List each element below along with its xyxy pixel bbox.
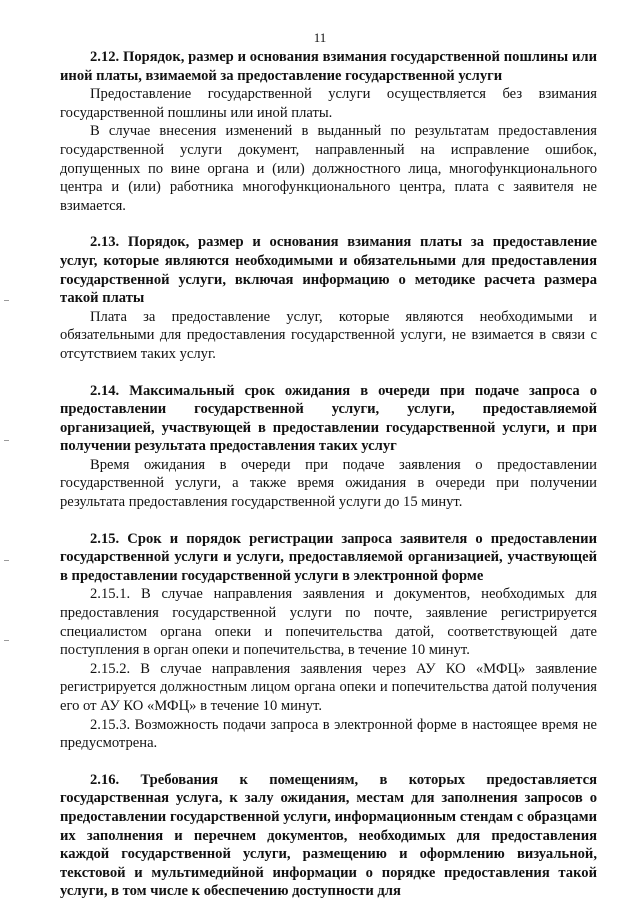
section-heading-2-16: 2.16. Требования к помещениям, в которых предоставляется государственная услуга, к залу ожидания, местам для заполнения запросов о предоставлении государственной услуги, информационным стендам с образцами их заполнения и перечнем документов, необходимых для предоставления каждой государственной услуги, размещению и оформлению визуальной, текстовой и мультимедийной информации о порядке предоставления такой услуги, в том числе к обеспечению доступности для	[60, 771, 597, 900]
section-heading-2-12: 2.12. Порядок, размер и основания взимания государственной пошлины или иной платы, взимаемой за предоставление государственной услуги	[60, 49, 597, 84]
scan-margin-marks	[4, 0, 10, 905]
paragraph: Предоставление государственной услуги осуществляется без взимания государственной пошлины или иной платы.	[60, 86, 597, 121]
paragraph: 2.15.1. В случае направления заявления и документов, необходимых для предоставления государственной услуги по почте, заявление регистрируется специалистом органа опеки и попечительства датой, соответствующей дате поступления в орган опеки и попечительства, в течение 10 минут.	[60, 586, 597, 659]
page-number: 11	[313, 30, 327, 45]
document-body	[60, 48, 597, 901]
paragraph: 2.15.2. В случае направления заявления через АУ КО «МФЦ» заявление регистрируется должностным лицом органа опеки и попечительства датой получения его от АУ КО «МФЦ» в течение 10 минут.	[60, 660, 597, 714]
paragraph: Время ожидания в очереди при подаче заявления о предоставлении государственной услуги, а также время ожидания в очереди при получении результата предоставления государственной услуги до 15 минут.	[60, 456, 597, 511]
section-heading-2-14: 2.14. Максимальный срок ожидания в очереди при подаче запроса о предоставлении государственной услуги, услуги, предоставляемой организацией, участвующей в предоставлении государственной услуги, и при получении результата предоставления таких услуг	[60, 382, 597, 455]
paragraph: В случае внесения изменений в выданный по результатам предоставления государственной услуги документ, направленный на исправление ошибок, допущенных по вине органа и (или) должностного лица, многофункционального центра и (или) работника многофункционального центра, плата с заявителя не взимается.	[60, 123, 597, 214]
paragraph: 2.15.3. Возможность подачи запроса в электронной форме в настоящее время не предусмотрена.	[60, 716, 597, 752]
section-heading-2-15: 2.15. Срок и порядок регистрации запроса заявителя о предоставлении государственной услуги и услуги, предоставляемой организацией, участвующей в предоставлении государственной услуги в электронной форме	[60, 530, 597, 584]
section-heading-2-13: 2.13. Порядок, размер и основания взимания платы за предоставление услуг, которые являются необходимыми и обязательными для предоставления государственной услуги, включая информацию о методике расчета размера такой платы	[60, 234, 597, 307]
paragraph: Плата за предоставление услуг, которые являются необходимыми и обязательными для предоставления государственной услуги, не взимается в связи с отсутствием таких услуг.	[60, 308, 597, 362]
